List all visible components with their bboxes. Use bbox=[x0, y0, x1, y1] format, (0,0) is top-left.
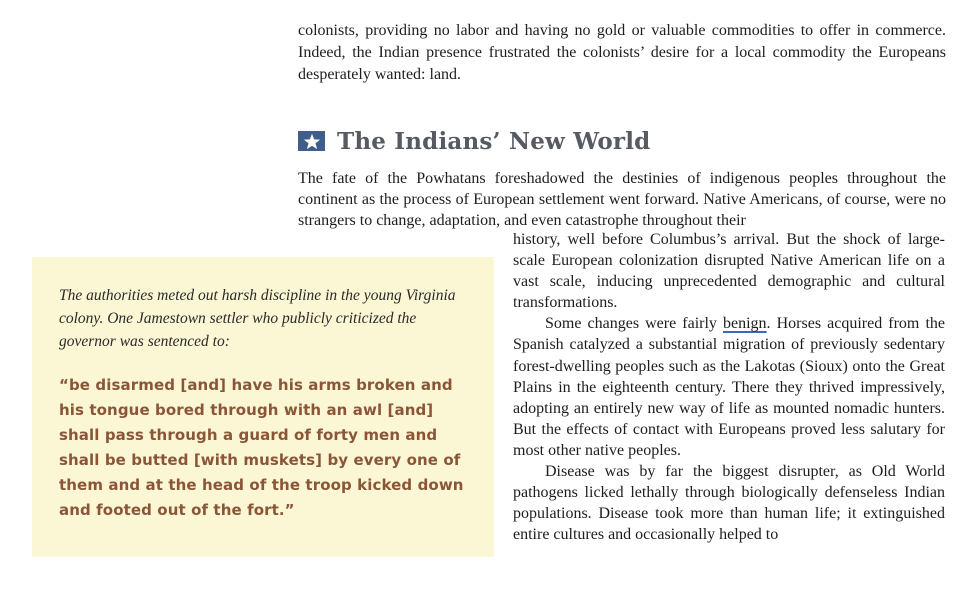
quote-sidebar bbox=[32, 257, 494, 557]
intro-text: colonists, providing no labor and having no gold or valuable commodities to offer in commerce. Indeed, the Indian presence frustrated the colonists’ desire for a local commodity the Europeans desperately wanted: land. bbox=[298, 22, 946, 83]
paragraph-text-after: . Horses acquired from the Spanish catalyzed a substantial migration of previously sedentary forest-dwelling peoples such as the Lakotas (Sioux) onto the Great Plains in the eighteenth century. There they thrived impressively, adopting an entirely new way of life as mounted nomadic hunters. But the effects of contact with Europeans proved less salutary for most other native peoples. bbox=[513, 315, 945, 459]
body-paragraph-disease: Disease was by far the biggest disrupter, as Old World pathogens licked lethally through biologically defenseless Indian populations. Disease took more than human life; it extinguished entire cultures and occasionally helped to bbox=[513, 463, 945, 544]
body-paragraph-benign bbox=[513, 313, 945, 461]
body-column bbox=[513, 229, 945, 545]
section-title: The Indians’ New World bbox=[337, 127, 651, 155]
star-icon bbox=[298, 131, 325, 151]
section-heading bbox=[298, 124, 650, 158]
sidebar-quote-text: “be disarmed [and] have his arms broken and his tongue bored through with an awl [and] shall pass through a guard of forty men and shall be butted [with muskets] by every one of them and at the head of the troop kicked down and footed out of the fort.” bbox=[59, 376, 464, 519]
body-paragraph-continued: history, well before Columbus’s arrival. But the shock of large-scale European colonization disrupted Native American life on a vast scale, inducing unprecedented demographic and cultural transformations. bbox=[513, 231, 945, 312]
body-paragraph-full-width: The fate of the Powhatans foreshadowed the destinies of indigenous peoples throughout the continent as the process of European settlement went forward. Native Americans, of course, were no strangers to change, adaptation, and even catastrophe throughout their bbox=[298, 170, 946, 229]
paragraph-text-before: Some changes were fairly bbox=[545, 315, 723, 333]
glossary-term-benign[interactable]: benign bbox=[723, 315, 767, 333]
intro-paragraph bbox=[298, 20, 946, 86]
sidebar-intro-text: The authorities meted out harsh discipline in the young Virginia colony. One Jamestown settler who publicly criticized the governor was sentenced to: bbox=[59, 287, 456, 350]
